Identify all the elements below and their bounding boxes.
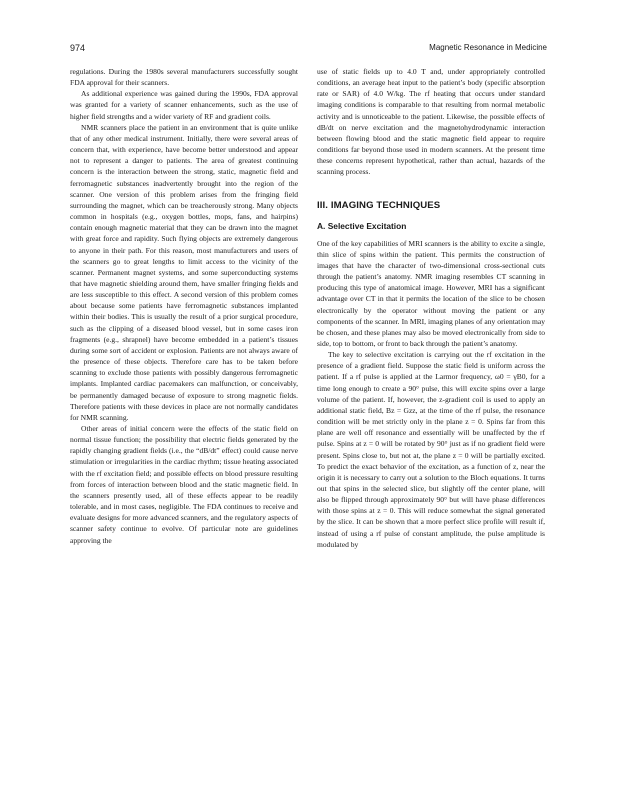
paragraph: The key to selective excitation is carrying out the rf excitation in the presence of a gradient field. Suppose the static field is uniform across the patient. If a rf pulse is applied at the Larmor frequency, ω0 = γB0, for a time long enough to create a 90° pulse, this will excite spins over a large volume of the patient. If, however, the z-gradient coil is used to apply an additional static field, Bz = Gzz, at the time of the rf pulse, the resonance condition will be met strictly only in the plane z = 0. Spins far from this plane are well off resonance and essentially will be unaffected by the rf pulse. Spins at z = 0 will be rotated by 90° just as if no gradient field were present. Spins close to, but not at, the plane z = 0 will be partially excited. To predict the exact behavior of the excitation, as a function of z, near the origin it is necessary to carry out a solution to the Bloch equations. It turns out that spins in the selected slice, but slightly off the center plane, will also be flipped through approximately 90° but will have phase differences with those spins at z = 0. This will reduce somewhat the signal generated by the slice. It can be shown that a more perfect slice profile will result if, instead of using a rf pulse of constant amplitude, the pulse amplitude is modulated by bbox=[317, 350, 545, 549]
page-header bbox=[70, 43, 547, 57]
paragraph: Other areas of initial concern were the effects of the static field on normal tissue function; the possibility that electric fields generated by the rapidly changing gradient fields (i.e., the “dB/dt” effect) could cause nerve stimulation or irregularities in the cardiac rhythm; tissue heating associated with the rf excitation field; and possible effects on blood pressure resulting from forces of interaction between blood and the static magnetic field. In the scanners presently used, all of these effects appear to be readily tolerable, and in most cases, negligible. The FDA continues to receive and evaluate designs for more advanced scanners, and the regulatory aspects of scanner safety continue to evolve. Of particular note are guidelines approving the bbox=[70, 424, 298, 545]
running-title: Magnetic Resonance in Medicine bbox=[429, 43, 547, 52]
paragraph: One of the key capabilities of MRI scanners is the ability to excite a single, thin slice of spins within the patient. This permits the construction of images that have the character of two-dimensional cross-sectional cuts through the patient’s anatomy. NMR imaging resembles CT scanning in producing this type of anatomical image. However, MRI has a significant advantage over CT in that it permits the location of the slice to be chosen electronically by the operator without moving the patient or any components of the scanner. In MRI, imaging planes of any orientation may be chosen, and these planes may also be moved electronically from side to side, top to bottom, or front to back through the patient’s anatomy. bbox=[317, 238, 545, 348]
paragraph: NMR scanners place the patient in an environment that is quite unlike that of any other medical instrument. Initially, there were several areas of concern that, with experience, have become better understood and appear not to represent a danger to patients. The area of greatest continuing concern is the interaction between the strong, static, magnetic field and ferromagnetic substances inadvertently brought into the region of the scanner. One version of this problem arises from the fringing field surrounding the magnet, which can be treacherously strong. Many objects common in hospitals (e.g., oxygen bottles, mops, fans, and hairpins) contain enough magnetic material that they can be drawn into the magnet with great force and rapidity. Such flying objects are extremely dangerous to anyone in their path. For this reason, most manufacturers and users of the scanners go to great lengths to limit access to the vicinity of the scanner. Permanent magnet systems, and some superconducting systems that have magnetic shielding around them, have smaller fringing fields and are less susceptible to this effect. A second version of this problem comes about because some patients have ferromagnetic substances implanted within their bodies. This is usually the result of a prior surgical procedure, such as the clipping of a diseased blood vessel, but in some cases iron fragments (e.g., shrapnel) have become embedded in a patient’s tissues during some sort of accident or explosion. Patients are not always aware of the presence of these objects. Therefore care has to be taken before scanning to exclude those patients with possibly dangerous ferromagnetic implants. Implanted cardiac pacemakers can malfunction, or conceivably, be permanently damaged because of exposure to strong magnetic fields. Therefore patients with these devices in place are not normally candidates for NMR scanning. bbox=[70, 122, 298, 422]
paragraph: regulations. During the 1980s several manufacturers successfully sought FDA approval for their scanners. bbox=[70, 67, 298, 88]
left-column bbox=[70, 66, 298, 546]
paragraph: As additional experience was gained during the 1990s, FDA approval was granted for a variety of scanner enhancements, such as the use of higher field strengths and a wider variety of RF and gradient coils. bbox=[70, 89, 298, 121]
subsection-heading: A. Selective Excitation bbox=[317, 220, 407, 231]
page-number: 974 bbox=[70, 43, 86, 53]
paragraph: use of static fields up to 4.0 T and, under appropriately controlled conditions, an average heat input to the patient’s body (specific absorption rate or SAR) of 4.0 W/kg. The rf heating that occurs under standard imaging conditions is comparable to that resulting from normal metabolic activity and is unnoticeable to the patient. Likewise, the possible effects of dB/dt on nerve excitation and the magnetohydrodynamic interaction between flowing blood and the static magnetic field appear to require conditions far beyond those used in modern scanners. At the present time these concerns represent hypothetical, rather than actual, hazards of the scanning process. bbox=[317, 67, 545, 177]
section-heading: III. IMAGING TECHNIQUES bbox=[317, 199, 441, 211]
right-column bbox=[317, 66, 545, 550]
